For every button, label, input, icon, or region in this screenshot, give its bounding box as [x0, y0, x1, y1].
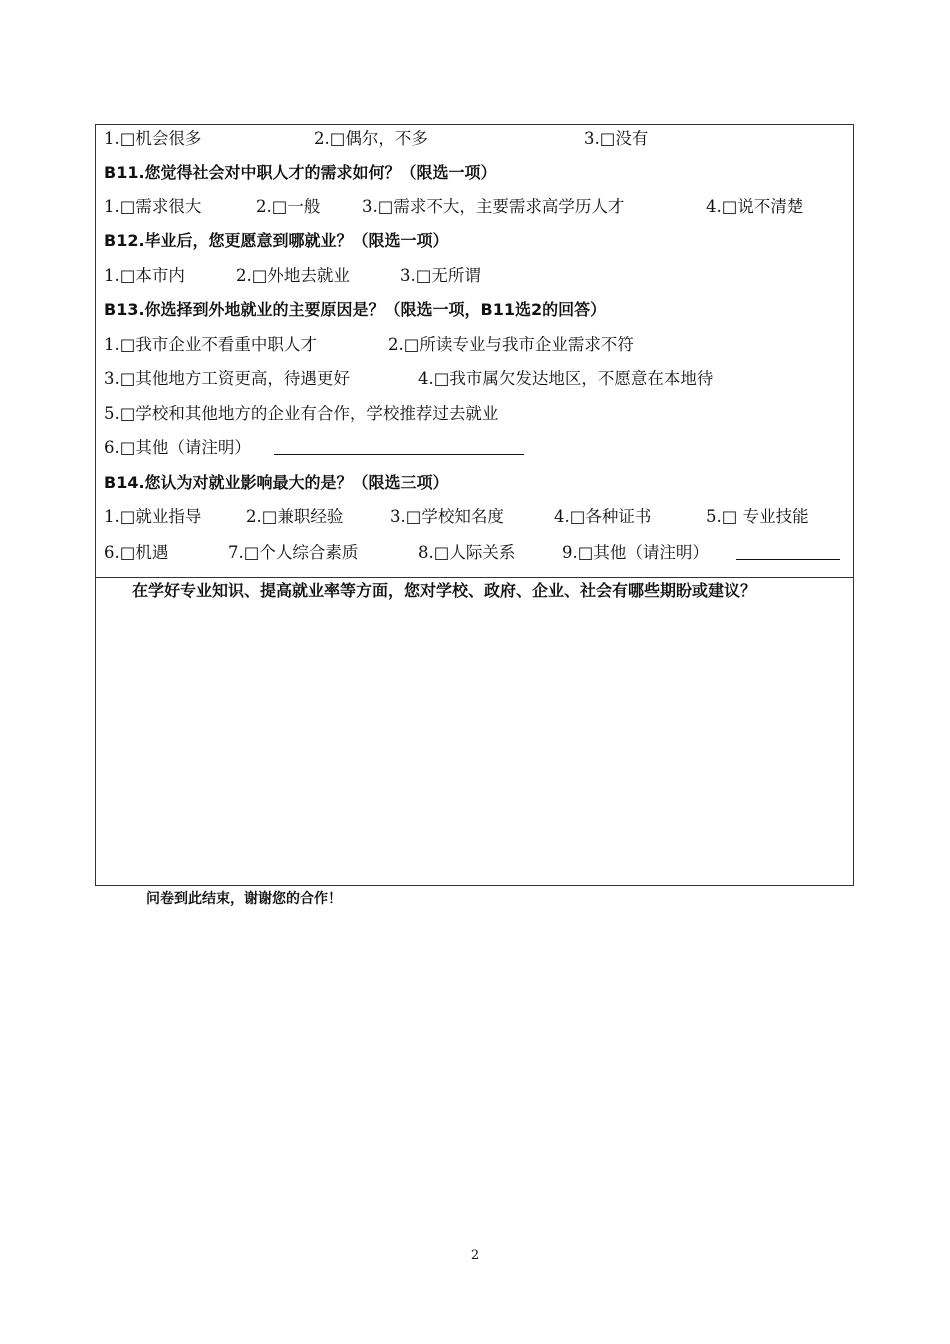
option-b14-7[interactable]: 7.□个人综合素质 [228, 543, 359, 562]
option-b14-4[interactable]: 4.□各种证书 [554, 507, 652, 526]
option-b14-8[interactable]: 8.□人际关系 [418, 543, 516, 562]
b14-other-blank[interactable] [736, 541, 840, 560]
page-number: 2 [470, 1248, 480, 1263]
b13-options-b [104, 367, 844, 391]
option-b14-6[interactable]: 6.□机遇 [104, 543, 169, 562]
option-b11-2[interactable]: 2.□一般 [256, 197, 321, 216]
option-b14-9[interactable]: 9.□其他（请注明） [562, 543, 709, 562]
b13-options-d [104, 436, 844, 460]
option-b10-2[interactable]: 2.□偶尔，不多 [314, 129, 428, 148]
option-b14-1[interactable]: 1.□就业指导 [104, 507, 202, 526]
question-b14: B14.您认为对就业影响最大的是？（限选三项） [104, 473, 449, 492]
b11-options [104, 195, 844, 219]
suggestion-prompt: 在学好专业知识、提高就业率等方面，您对学校、政府、企业、社会有哪些期盼或建议？ [132, 581, 757, 600]
end-note: 问卷到此结束，谢谢您的合作！ [146, 891, 342, 907]
option-b12-2[interactable]: 2.□外地去就业 [236, 266, 350, 285]
option-b14-3[interactable]: 3.□学校知名度 [390, 507, 504, 526]
b14-options-b [104, 541, 849, 565]
option-b11-4[interactable]: 4.□说不清楚 [706, 197, 804, 216]
option-b14-2[interactable]: 2.□兼职经验 [246, 507, 344, 526]
option-b10-3[interactable]: 3.□没有 [584, 129, 649, 148]
suggestion-answer-area[interactable] [98, 607, 851, 883]
option-b13-1[interactable]: 1.□我市企业不看重中职人才 [104, 335, 317, 354]
option-b13-6[interactable]: 6.□其他（请注明） [104, 438, 251, 457]
option-b11-3[interactable]: 3.□需求不大，主要需求高学历人才 [362, 197, 625, 216]
option-b11-1[interactable]: 1.□需求很大 [104, 197, 202, 216]
b10-options [104, 127, 844, 151]
question-b11: B11.您觉得社会对中职人才的需求如何？（限选一项） [104, 163, 497, 182]
option-b10-1[interactable]: 1.□机会很多 [104, 129, 202, 148]
question-b12: B12.毕业后，您更愿意到哪就业？（限选一项） [104, 231, 449, 250]
option-b13-5[interactable]: 5.□学校和其他地方的企业有合作，学校推荐过去就业 [104, 404, 499, 423]
b13-options-a [104, 333, 844, 357]
option-b13-4[interactable]: 4.□我市属欠发达地区，不愿意在本地待 [418, 369, 714, 388]
option-b13-2[interactable]: 2.□所读专业与我市企业需求不符 [388, 335, 634, 354]
questionnaire-table [95, 124, 854, 886]
b14-options-a [104, 505, 844, 529]
table-divider [96, 577, 853, 578]
question-b13: B13.你选择到外地就业的主要原因是？（限选一项，B11选2的回答） [104, 300, 607, 319]
b13-options-c [104, 402, 844, 426]
option-b14-5[interactable]: 5.□ 专业技能 [706, 507, 809, 526]
option-b13-3[interactable]: 3.□其他地方工资更高，待遇更好 [104, 369, 350, 388]
b12-options [104, 264, 844, 288]
option-b12-1[interactable]: 1.□本市内 [104, 266, 185, 285]
option-b12-3[interactable]: 3.□无所谓 [400, 266, 481, 285]
b13-other-blank[interactable] [274, 436, 524, 455]
